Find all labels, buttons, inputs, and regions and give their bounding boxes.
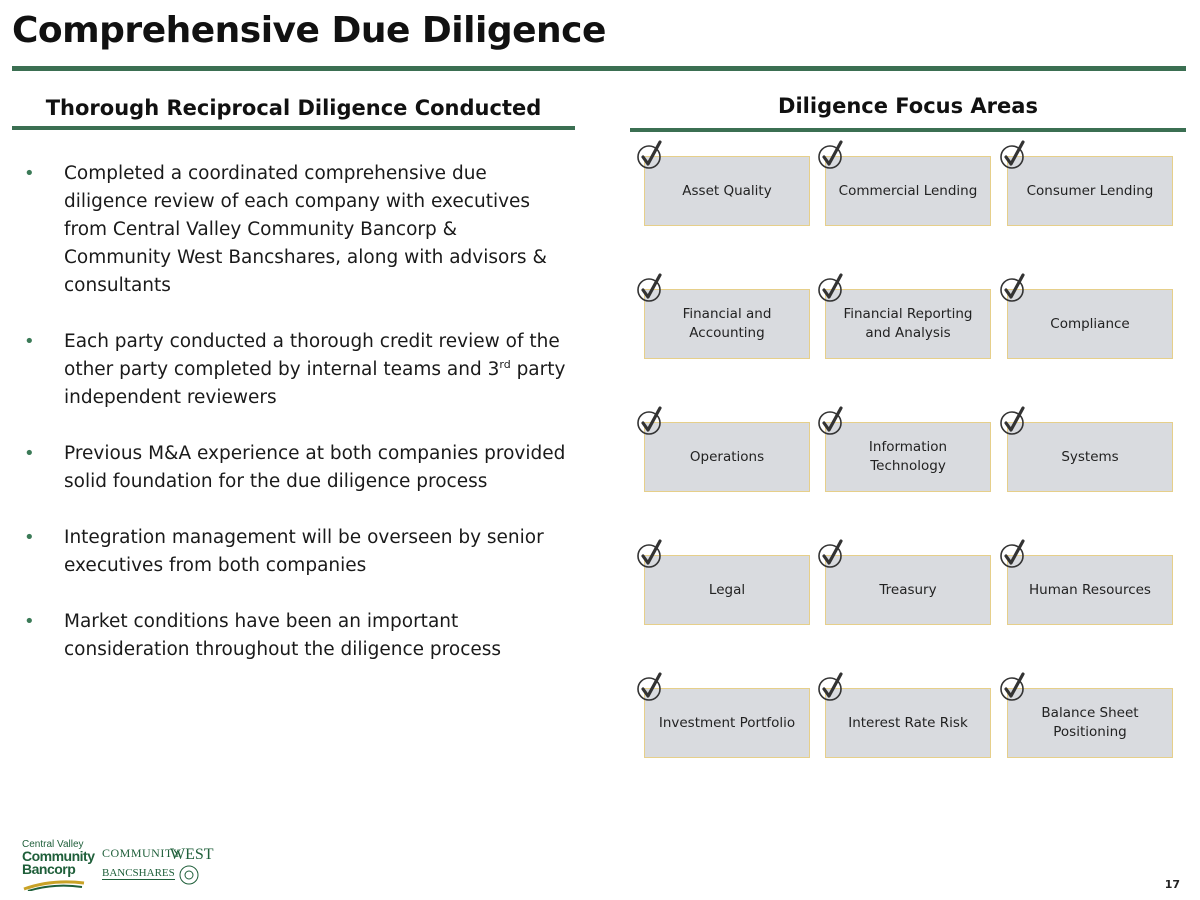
- bullet-item: [24, 524, 569, 580]
- focus-area-box: [825, 422, 991, 492]
- bullet-item: [24, 328, 569, 412]
- check-mark-icon: [817, 672, 843, 702]
- bullet-dot: •: [24, 611, 35, 632]
- bullet-text: Market conditions have been an important consideration throughout the diligence process: [64, 611, 502, 660]
- logo-line: COMMUNITY: [102, 846, 182, 860]
- left-section-divider: [12, 126, 575, 130]
- check-mark-icon: [817, 406, 843, 436]
- bullet-text: Completed a coordinated comprehensive due diligence review of each company with executives from Central Valley Community Bancorp & Community West Bancshares, along with advisors & consultants: [64, 163, 547, 296]
- check-mark-icon: [817, 539, 843, 569]
- check-mark-icon: [636, 273, 662, 303]
- bullet-list: [24, 160, 569, 692]
- bullet-text: Integration management will be overseen by senior executives from both companies: [64, 527, 544, 576]
- focus-area-label: Information Technology: [868, 439, 948, 474]
- page-title: Comprehensive Due Diligence: [12, 10, 606, 51]
- logo-line: WEST: [170, 846, 214, 863]
- bullet-item: [24, 160, 569, 300]
- focus-area-label: Commercial Lending: [838, 182, 978, 199]
- logo-line: Community: [22, 848, 95, 864]
- title-divider: [12, 66, 1186, 71]
- logo-line: Bancorp: [22, 861, 76, 877]
- focus-area-label: Consumer Lending: [1026, 182, 1154, 199]
- check-mark-icon: [999, 406, 1025, 436]
- focus-area-label: Operations: [689, 448, 765, 465]
- bullet-item: [24, 440, 569, 496]
- focus-area-label: Asset Quality: [682, 182, 772, 199]
- title-divider-bar: [12, 66, 1186, 71]
- focus-area-box: [644, 156, 810, 226]
- focus-area-label: Compliance: [1050, 315, 1130, 332]
- check-mark-icon: [999, 539, 1025, 569]
- check-mark-icon: [636, 406, 662, 436]
- focus-area-box: [644, 688, 810, 758]
- right-section-heading: Diligence Focus Areas: [778, 94, 1038, 118]
- bullet-text: Each party conducted a thorough credit review of the other party completed by internal teams and 3: [64, 331, 560, 380]
- focus-area-box: [644, 422, 810, 492]
- focus-area-label: Financial Reporting and Analysis: [843, 306, 973, 341]
- focus-area-box: [644, 555, 810, 625]
- check-mark-icon: [999, 273, 1025, 303]
- focus-area-label: Human Resources: [1029, 581, 1151, 598]
- focus-area-box: [825, 156, 991, 226]
- bullet-superscript: rd: [499, 357, 511, 371]
- logo-swoosh-icon: [22, 879, 86, 891]
- check-mark-icon: [636, 672, 662, 702]
- focus-area-label: Interest Rate Risk: [848, 714, 968, 731]
- bullet-dot: •: [24, 443, 35, 464]
- focus-area-label: Legal: [708, 581, 746, 598]
- check-mark-icon: [999, 140, 1025, 170]
- central-valley-logo: [22, 839, 95, 892]
- focus-area-box: [825, 555, 991, 625]
- bullet-text-tail: party independent reviewers: [64, 359, 566, 408]
- focus-area-label: Systems: [1061, 448, 1119, 465]
- focus-area-box: [825, 289, 991, 359]
- check-mark-icon: [817, 140, 843, 170]
- bullet-dot: •: [24, 331, 35, 352]
- bullet-dot: •: [24, 163, 35, 184]
- logo-line: Central Valley: [22, 839, 84, 850]
- community-west-logo: [102, 846, 212, 886]
- right-section-divider-bar: [630, 128, 1186, 132]
- focus-area-label: Treasury: [879, 581, 937, 598]
- focus-area-label: Financial and Accounting: [682, 306, 772, 341]
- check-mark-icon: [636, 140, 662, 170]
- focus-area-box: [1007, 688, 1173, 758]
- focus-area-box: [1007, 156, 1173, 226]
- check-mark-icon: [817, 273, 843, 303]
- left-section-divider-bar: [12, 126, 575, 130]
- focus-area-label: Investment Portfolio: [658, 714, 796, 731]
- page-number: 17: [1164, 878, 1180, 891]
- focus-area-box: [825, 688, 991, 758]
- logo-seal-icon: [178, 864, 200, 886]
- check-mark-icon: [636, 539, 662, 569]
- focus-area-label: Balance Sheet Positioning: [1041, 705, 1139, 740]
- right-section-divider: [630, 128, 1186, 132]
- focus-area-box: [644, 289, 810, 359]
- bullet-text: Previous M&A experience at both companies provided solid foundation for the due diligence process: [64, 443, 566, 492]
- logo-line: BANCSHARES: [102, 867, 175, 879]
- focus-area-box: [1007, 555, 1173, 625]
- focus-area-box: [1007, 422, 1173, 492]
- focus-area-box: [1007, 289, 1173, 359]
- check-mark-icon: [999, 672, 1025, 702]
- bullet-item: [24, 608, 569, 664]
- left-section-heading: Thorough Reciprocal Diligence Conducted: [45, 96, 542, 120]
- bullet-dot: •: [24, 527, 35, 548]
